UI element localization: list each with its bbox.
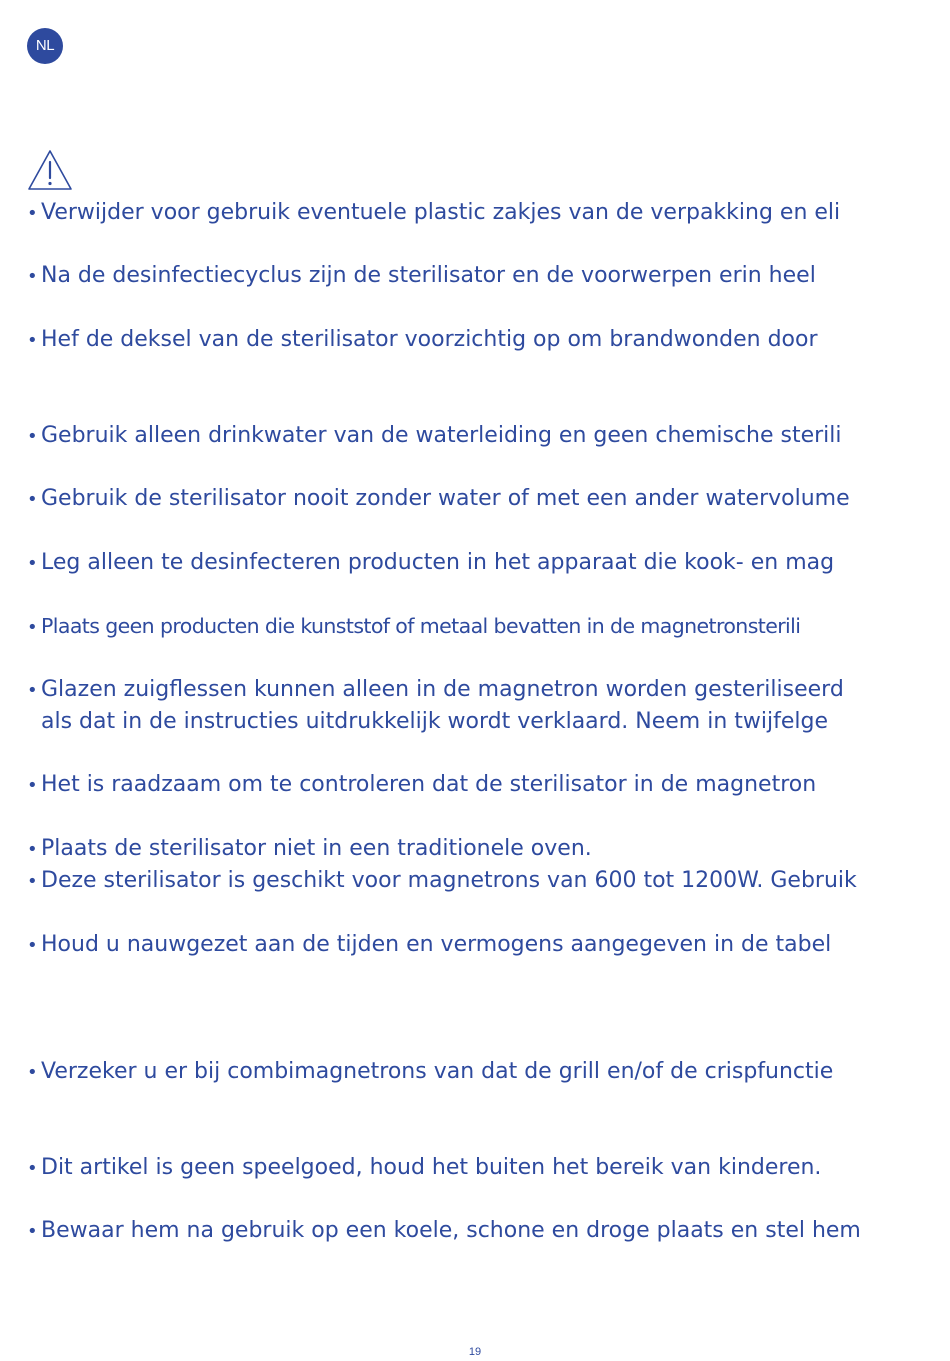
warning-item-text: Het is raadzaam om te controleren dat de sterilisator in de magnetron (41, 772, 817, 797)
warning-item-text: Bewaar hem na gebruik op een koele, schone en droge plaats en stel hem (41, 1218, 861, 1243)
warning-item-text: Verzeker u er bij combimagnetrons van dat de grill en/of de crispfunctie (41, 1059, 834, 1084)
warning-item-text: Verwijder voor gebruik eventuele plastic zakjes van de verpakking en eli (41, 200, 841, 225)
warning-item: • Houd u nauwgezet aan de tijden en vermogens aangegeven in de tabel (27, 932, 832, 957)
warning-item-text: Gebruik de sterilisator nooit zonder water of met een ander watervolume (41, 486, 850, 511)
warning-item: • Plaats de sterilisator niet in een traditionele oven. (27, 836, 592, 861)
warning-item: • Hef de deksel van de sterilisator voorzichtig op om brandwonden door (27, 327, 818, 352)
warning-item-text: Gebruik alleen drinkwater van de waterleiding en geen chemische sterili (41, 423, 842, 448)
warning-triangle-icon (27, 149, 73, 191)
warning-item-text: Plaats geen producten die kunststof of metaal bevatten in de magnetronsterili (41, 614, 801, 638)
warning-item-text: Plaats de sterilisator niet in een traditionele oven. (41, 836, 592, 861)
warning-item: • Plaats geen producten die kunststof of metaal bevatten in de magnetronsterili (27, 614, 801, 638)
warning-item-text: Houd u nauwgezet aan de tijden en vermogens aangegeven in de tabel (41, 932, 832, 957)
warning-item-text: Leg alleen te desinfecteren producten in het apparaat die kook- en mag (41, 550, 835, 575)
warning-item: • Gebruik alleen drinkwater van de waterleiding en geen chemische sterili (27, 423, 842, 448)
warning-item: • Bewaar hem na gebruik op een koele, schone en droge plaats en stel hem (27, 1218, 861, 1243)
warning-item-text: Na de desinfectiecyclus zijn de sterilisator en de voorwerpen erin heel (41, 263, 816, 288)
warning-item: • Deze sterilisator is geschikt voor magnetrons van 600 tot 1200W. Gebruik (27, 868, 857, 893)
warning-item-text: Glazen zuigflessen kunnen alleen in de magnetron worden gesteriliseerd (41, 677, 844, 702)
warning-item: • Verwijder voor gebruik eventuele plastic zakjes van de verpakking en eli (27, 200, 841, 225)
warning-item: • Het is raadzaam om te controleren dat de sterilisator in de magnetron (27, 772, 817, 797)
warning-item-text: Hef de deksel van de sterilisator voorzichtig op om brandwonden door (41, 327, 818, 352)
warning-item-continuation: als dat in de instructies uitdrukkelijk wordt verklaard. Neem in twijfelge (41, 709, 829, 734)
language-badge: NL (27, 28, 63, 64)
warning-item: • Glazen zuigflessen kunnen alleen in de magnetron worden gesteriliseerd als dat in de instructies uitdrukkelijk wordt verklaard. Neem in twijfelge (27, 674, 925, 737)
warning-item: • Gebruik de sterilisator nooit zonder water of met een ander watervolume (27, 486, 850, 511)
warning-item: • Verzeker u er bij combimagnetrons van dat de grill en/of de crispfunctie (27, 1059, 834, 1084)
warning-item: • Na de desinfectiecyclus zijn de sterilisator en de voorwerpen erin heel (27, 263, 816, 288)
warning-item-text: Dit artikel is geen speelgoed, houd het buiten het bereik van kinderen. (41, 1155, 822, 1180)
warning-item-text: Deze sterilisator is geschikt voor magnetrons van 600 tot 1200W. Gebruik (41, 868, 857, 893)
warning-item: • Dit artikel is geen speelgoed, houd het buiten het bereik van kinderen. (27, 1155, 822, 1180)
warning-item: • Leg alleen te desinfecteren producten in het apparaat die kook- en mag (27, 550, 835, 575)
page-number: 19 (468, 1346, 482, 1358)
